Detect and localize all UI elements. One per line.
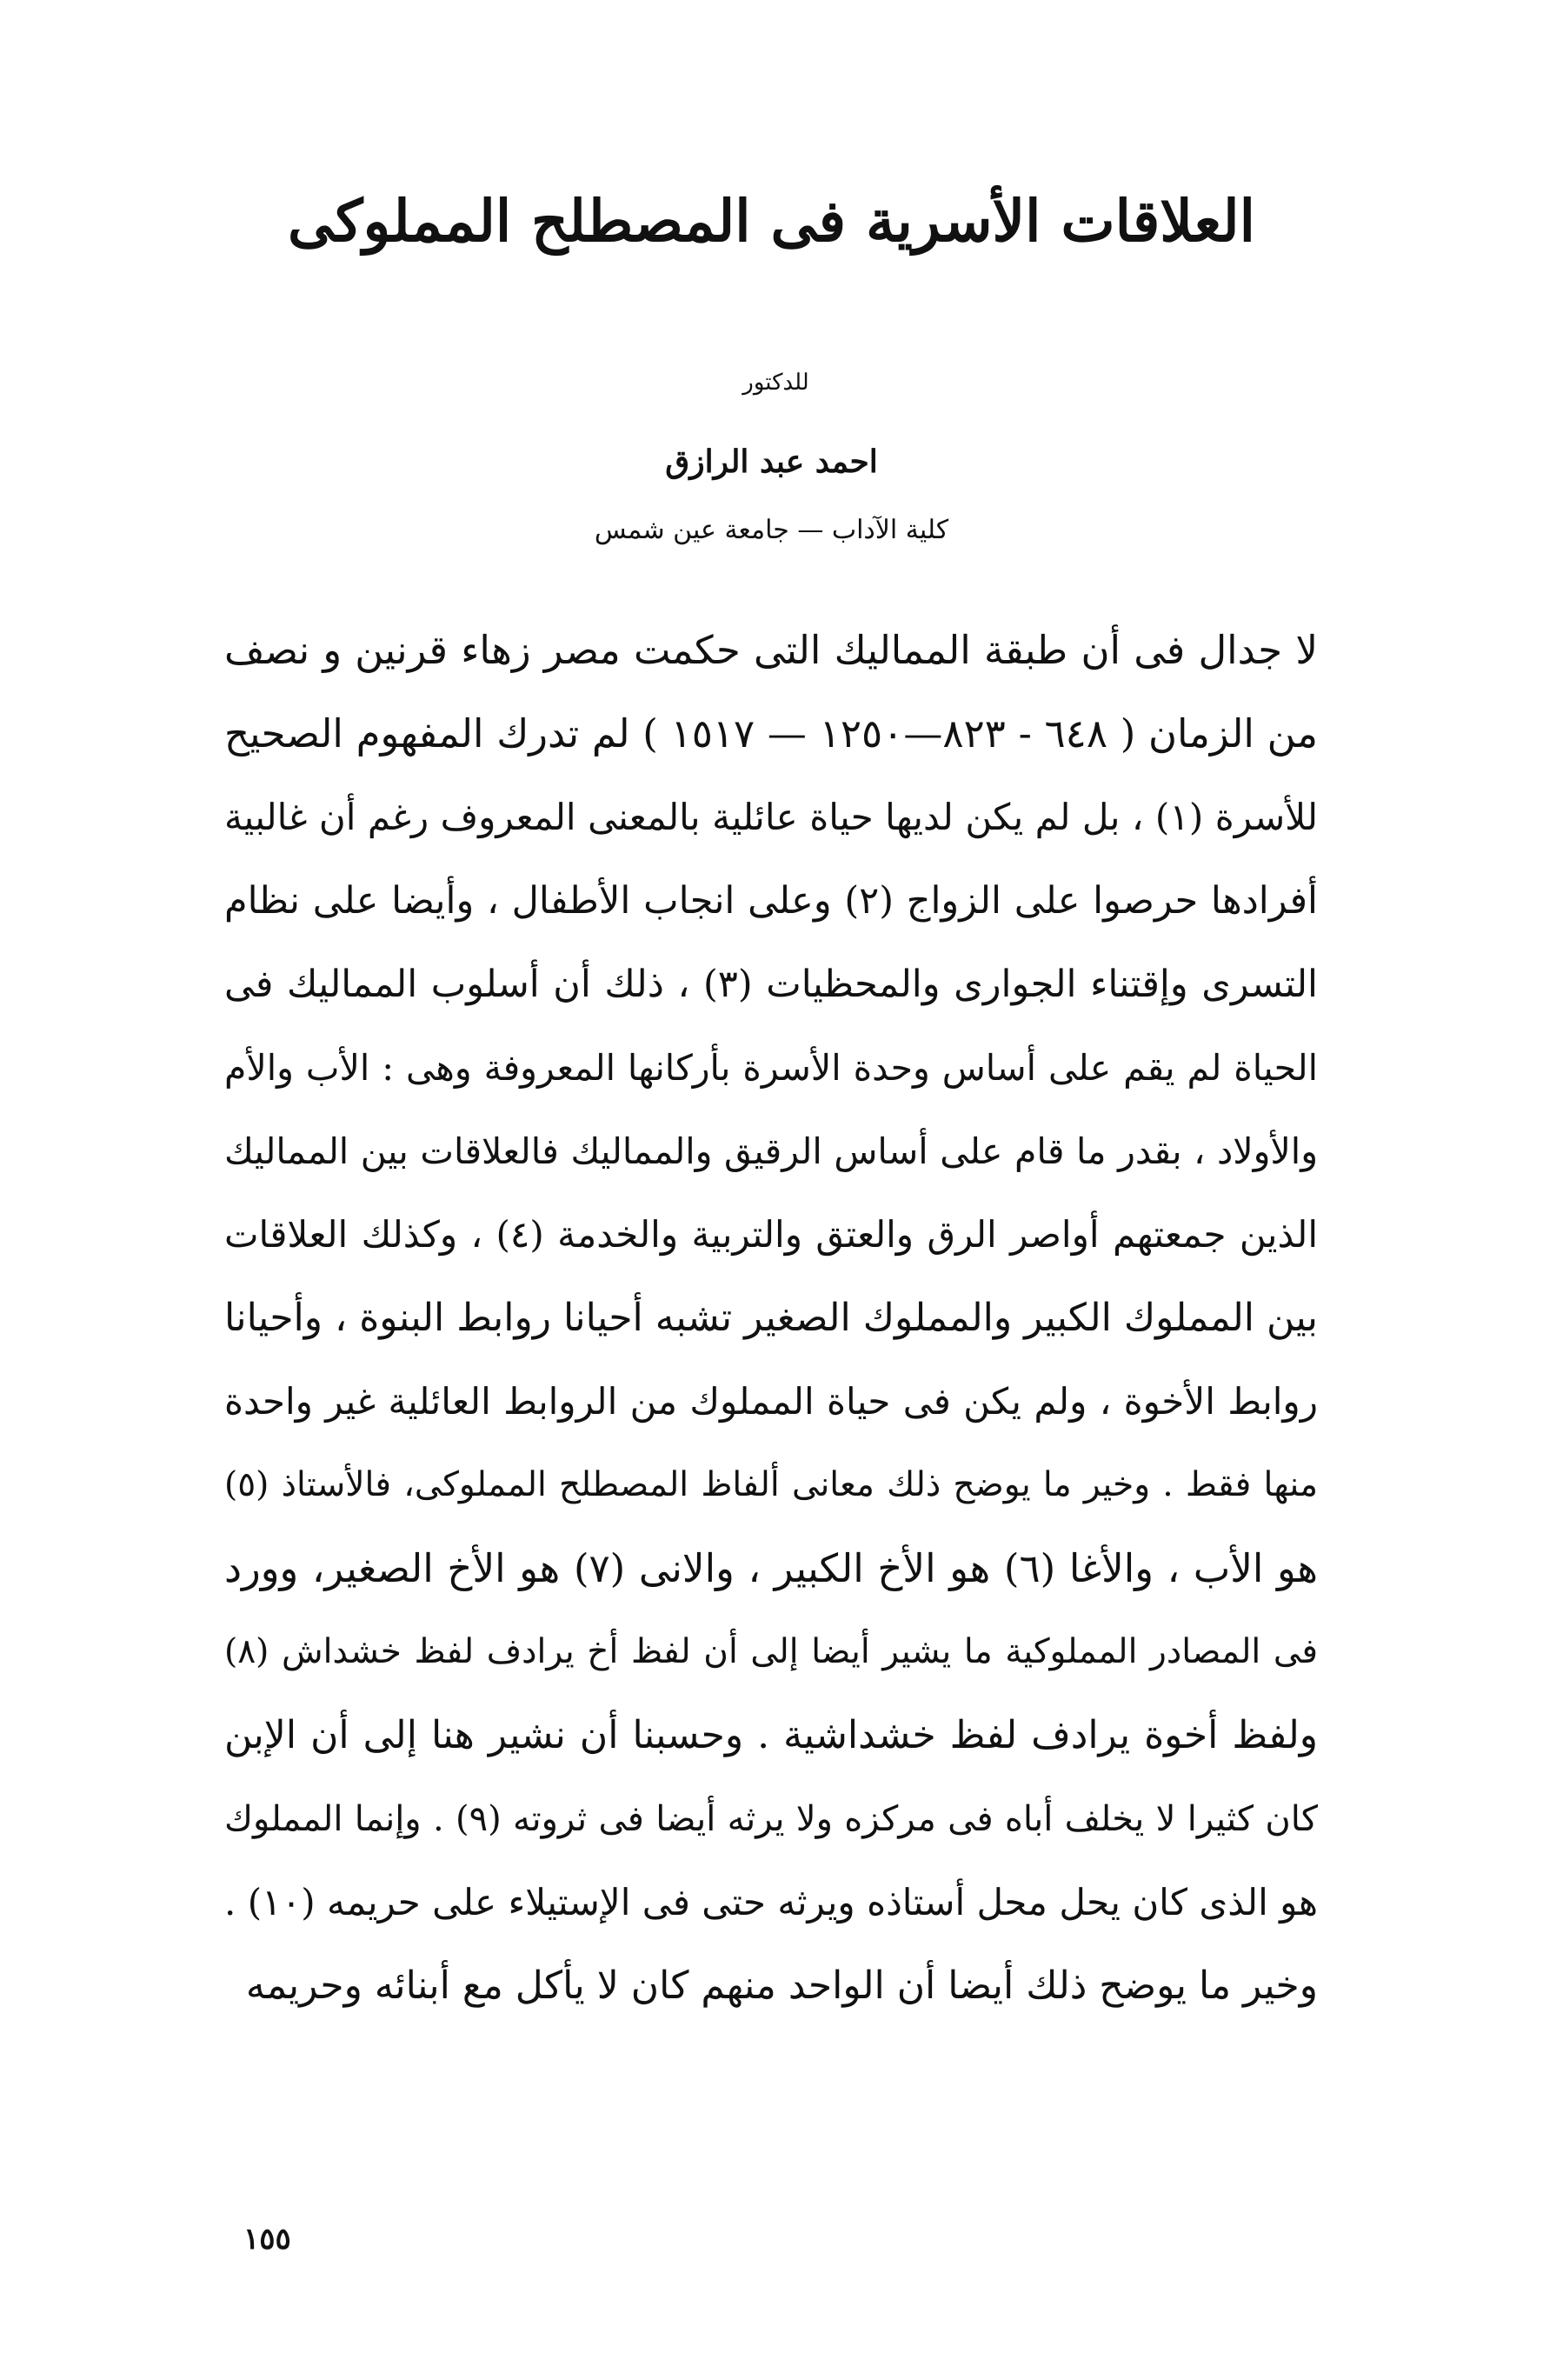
author-name: احمد عبد الرازق — [665, 443, 878, 480]
author-affiliation: كلية الآداب — جامعة عين شمس — [594, 515, 949, 545]
body-line: بين المملوك الكبير والمملوك الصغير تشبه أحيانا روابط البنوة ، وأحيانا — [224, 1296, 1318, 1340]
body-line: الذين جمعتهم أواصر الرق والعتق والتربية والخدمة (٤) ، وكذلك العلاقات — [224, 1213, 1318, 1256]
body-line: للأسرة (١) ، بل لم يكن لديها حياة عائلية بالمعنى المعروف رغم أن غالبية — [224, 796, 1318, 838]
body-line: وخير ما يوضح ذلك أيضا أن الواحد منهم كان لا يأكل مع أبنائه وحريمه — [245, 1963, 1318, 2008]
body-line: والأولاد ، بقدر ما قام على أساس الرقيق والمماليك فالعلاقات بين المماليك — [224, 1130, 1318, 1172]
body-text — [224, 609, 1318, 2028]
body-line: ولفظ أخوة يرادف لفظ خشداشية . وحسبنا أن نشير هنا إلى أن الإبن — [224, 1713, 1318, 1757]
body-line: أفرادها حرصوا على الزواج (٢) وعلى انجاب الأطفال ، وأيضا على نظام — [224, 879, 1318, 923]
byline-prefix: للدكتور — [742, 370, 809, 396]
body-line: الحياة لم يقم على أساس وحدة الأسرة بأركانها المعروفة وهى : الأب والأم — [224, 1047, 1318, 1089]
body-line: فى المصادر المملوكية ما يشير أيضا إلى أن لفظ أخ يرادف لفظ خشداش (٨) — [224, 1632, 1318, 1671]
body-line: التسرى وإقتناء الجوارى والمحظيات (٣) ، ذلك أن أسلوب المماليك فى — [224, 963, 1318, 1006]
body-line: من الزمان ( ٦٤٨ - ٨٢٣—١٢٥٠ — ١٥١٧ ) لم تدرك المفهوم الصحيح — [224, 710, 1318, 757]
body-line: روابط الأخوة ، ولم يكن فى حياة المملوك من الروابط العائلية غير واحدة — [224, 1380, 1318, 1423]
body-line: لا جدال فى أن طبقة المماليك التى حكمت مصر زهاء قرنين و نصف — [224, 627, 1318, 673]
body-line: هو الذى كان يحل محل أستاذه ويرثه حتى فى الإستيلاء على حريمه (١٠) . — [224, 1881, 1318, 1923]
page-number: ١٥٥ — [243, 2222, 291, 2257]
body-line: منها فقط . وخير ما يوضح ذلك معانى ألفاظ المصطلح المملوكى، فالأستاذ (٥) — [224, 1465, 1318, 1504]
body-line: كان كثيرا لا يخلف أباه فى مركزه ولا يرثه أيضا فى ثروته (٩) . وإنما المملوك — [224, 1799, 1318, 1839]
article-title: العلاقات الأسرية فى المصطلح المملوكى — [288, 187, 1255, 255]
body-line: هو الأب ، والأغا (٦) هو الأخ الكبير ، والانى (٧) هو الأخ الصغير، وورد — [224, 1545, 1318, 1591]
